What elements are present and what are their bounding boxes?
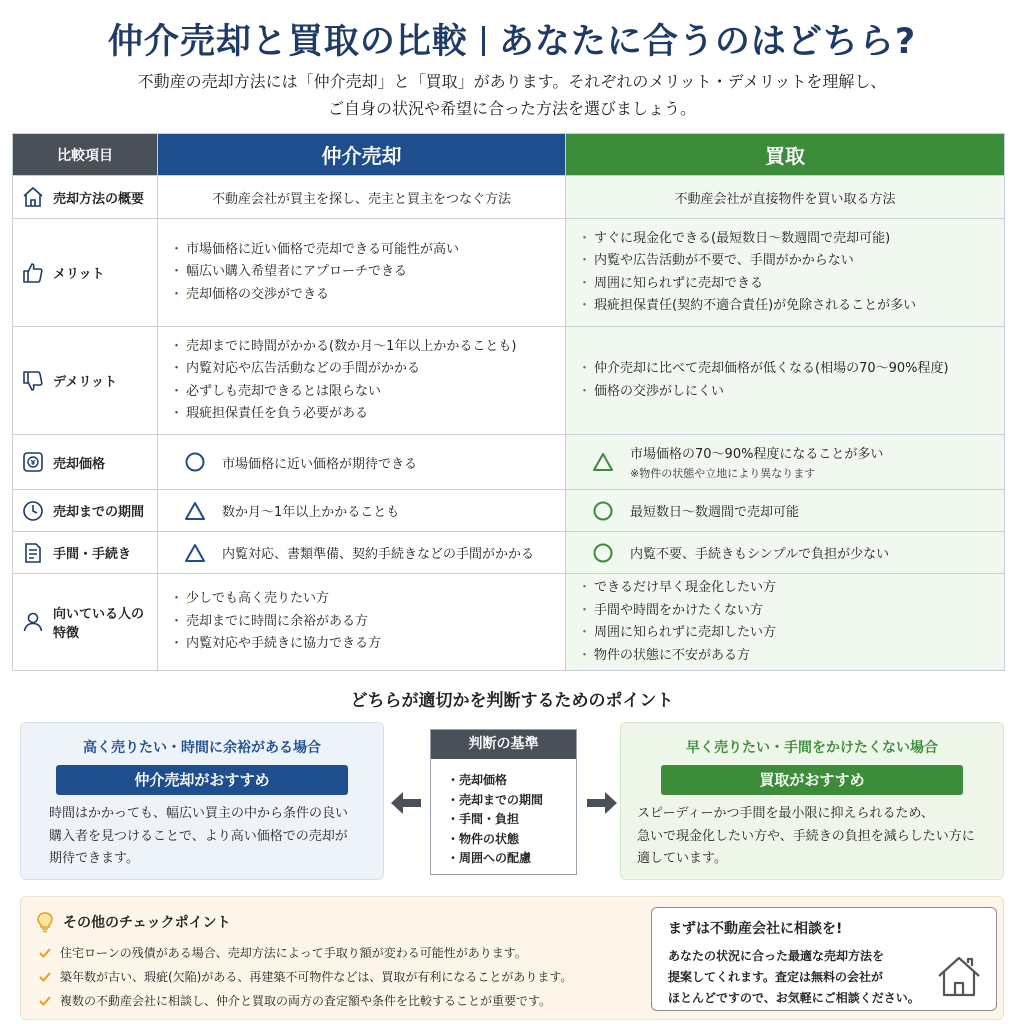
document-icon xyxy=(21,541,45,565)
merit-buy-list xyxy=(566,228,1004,318)
merit-broker-list xyxy=(158,239,565,307)
circle-mark-icon xyxy=(592,542,614,564)
buy-case-heading: 早く売りたい・手間をかけたくない場合 xyxy=(686,740,938,756)
consult-title: まずは不動産会社に相談を! xyxy=(668,921,843,937)
points-title: どちらが適切かを判断するためのポイント xyxy=(350,691,674,711)
broker-case-heading: 高く売りたい・時間に余裕がある場合 xyxy=(83,740,321,756)
text-line: 時間はかかっても、幅広い買主の中から条件の良い xyxy=(49,806,349,821)
thumbs-down-icon xyxy=(21,369,45,393)
criteria-box xyxy=(430,729,577,875)
list-item: ・ 内覧対応や手続きに協力できる方 xyxy=(174,633,565,656)
row-label-effort: 手間・手続き xyxy=(53,547,132,562)
price-buy: 市場価格の70〜90%程度になることが多い xyxy=(630,447,884,462)
table-header-row xyxy=(13,134,1005,176)
list-item: ・ 瑕疵担保責任(契約不適合責任)が免除されることが多い xyxy=(582,295,1004,318)
list-item: ・周囲への配慮 xyxy=(447,851,532,865)
buy-recommend-text xyxy=(621,795,1003,871)
person-icon xyxy=(21,610,45,634)
row-label-merit: メリット xyxy=(53,267,105,282)
criteria-heading: 判断の基準 xyxy=(431,730,576,759)
list-item: ・ 売却価格の交渉ができる xyxy=(174,284,565,307)
thumbs-up-icon xyxy=(21,261,45,285)
list-item: ・ 物件の状態に不安がある方 xyxy=(582,645,1004,668)
row-label-suited-2: 特徴 xyxy=(53,626,80,641)
table-row-price xyxy=(13,435,1005,490)
check-icon xyxy=(39,995,51,1007)
circle-mark-icon xyxy=(592,500,614,522)
circle-mark-icon xyxy=(184,451,206,473)
house-icon xyxy=(21,185,45,209)
page-title xyxy=(0,14,1024,64)
comparison-table xyxy=(12,133,1005,671)
lightbulb-icon xyxy=(35,911,55,933)
effort-buy: 内覧不要、手続きもシンプルで負担が少ない xyxy=(630,547,890,562)
list-item: ・ 市場価格に近い価格で売却できる可能性が高い xyxy=(174,239,565,262)
broker-recommend-badge: 仲介売却がおすすめ xyxy=(56,765,348,795)
broker-recommend-text xyxy=(21,795,383,871)
header-buy: 買取 xyxy=(566,134,1005,176)
consult-box xyxy=(651,907,997,1011)
text-line: 提案してくれます。査定は無料の会社が xyxy=(668,970,884,984)
criteria-list xyxy=(431,759,576,869)
period-broker: 数か月〜1年以上かかることも xyxy=(222,505,400,520)
broker-recommend-box xyxy=(20,722,384,880)
list-item: ・ 少しでも高く売りたい方 xyxy=(174,588,565,611)
list-item xyxy=(39,989,572,1013)
arrow-left-icon xyxy=(389,790,423,816)
list-item: ・ 必ずしも売却できるとは限らない xyxy=(174,381,565,404)
list-item: ・ 売却までに時間に余裕がある方 xyxy=(174,611,565,634)
checkpoint-text: 住宅ローンの残債がある場合、売却方法によって手取り額が変わる可能性があります。 xyxy=(60,946,527,960)
text-line: 急いで現金化したい方や、手続きの負担を減らしたい方に xyxy=(637,828,975,844)
price-buy-note: ※物件の状態や立地により異なります xyxy=(630,467,816,480)
checkpoints-panel xyxy=(20,896,1004,1020)
buy-recommend-box xyxy=(620,722,1004,880)
subtitle-line-1: 不動産の売却方法には「仲介売却」と「買取」があります。それぞれのメリット・デメリットを理解し、 xyxy=(137,72,887,91)
effort-broker: 内覧対応、書類準備、契約手続きなどの手間がかかる xyxy=(222,547,535,562)
demerit-buy-list xyxy=(566,358,1004,403)
buy-recommend-badge: 買取がおすすめ xyxy=(661,765,963,795)
triangle-mark-icon xyxy=(184,500,206,522)
header-item: 比較項目 xyxy=(13,134,158,176)
list-item: ・ できるだけ早く現金化したい方 xyxy=(582,577,1004,600)
list-item: ・ 幅広い購入希望者にアプローチできる xyxy=(174,261,565,284)
list-item: ・売却価格 xyxy=(447,773,508,787)
text-line: 適しています。 xyxy=(637,851,727,866)
table-row-demerit xyxy=(13,327,1005,435)
list-item: ・手間・負担 xyxy=(447,812,520,826)
clock-icon xyxy=(21,499,45,523)
checkpoints-title: その他のチェックポイント xyxy=(63,915,231,931)
title-right: あなたに合うのはどちら? xyxy=(498,22,917,62)
row-label-period: 売却までの期間 xyxy=(53,505,145,520)
house-icon xyxy=(936,954,982,998)
list-item: ・ 内覧や広告活動が不要で、手間がかからない xyxy=(582,250,1004,273)
page-subtitle xyxy=(40,68,984,122)
list-item: ・ すぐに現金化できる(最短数日〜数週間で売却可能) xyxy=(582,228,1004,251)
list-item: ・売却までの期間 xyxy=(447,792,544,807)
text-line: スピーディーかつ手間を最小限に抑えられるため、 xyxy=(637,806,934,821)
list-item: ・ 周囲に知られずに売却できる xyxy=(582,273,1004,296)
demerit-broker-list xyxy=(158,336,565,426)
list-item: ・ 価格の交渉がしにくい xyxy=(582,381,1004,404)
checkpoints-list xyxy=(39,941,572,1013)
check-icon xyxy=(39,947,51,959)
title-left: 仲介売却と買取の比較 xyxy=(107,22,468,62)
list-item: ・ 内覧対応や広告活動などの手間がかかる xyxy=(174,358,565,381)
list-item: ・物件の状態 xyxy=(447,831,520,846)
suited-buy-list xyxy=(566,577,1004,667)
money-icon xyxy=(21,450,45,474)
overview-broker: 不動産会社が買主を探し、売主と買主をつなぐ方法 xyxy=(158,176,566,219)
list-item: ・ 仲介売却に比べて売却価格が低くなる(相場の70〜90%程度) xyxy=(582,358,1004,381)
list-item xyxy=(39,941,572,965)
text-line: ほとんどですので、お気軽にご相談ください。 xyxy=(668,991,920,1005)
text-line: 購入者を見つけることで、より高い価格での売却が xyxy=(49,828,348,844)
consult-body xyxy=(668,946,938,1009)
price-broker: 市場価格に近い価格が期待できる xyxy=(222,456,418,472)
list-item: ・ 周囲に知られずに売却したい方 xyxy=(582,622,1004,645)
list-item: ・ 売却までに時間がかかる(数か月〜1年以上かかることも) xyxy=(174,336,565,359)
text-line: 期待できます。 xyxy=(49,851,139,866)
period-buy: 最短数日〜数週間で売却可能 xyxy=(630,505,800,520)
table-row-merit xyxy=(13,219,1005,327)
text-line: あなたの状況に合った最適な売却方法を xyxy=(668,949,885,963)
title-divider xyxy=(482,26,485,56)
table-row-effort xyxy=(13,532,1005,574)
table-row-overview xyxy=(13,176,1005,219)
list-item: ・ 瑕疵担保責任を負う必要がある xyxy=(174,403,565,426)
checkpoint-text: 築年数が古い、瑕疵(欠陥)がある、再建築不可物件などは、買取が有利になることがあります。 xyxy=(60,970,573,984)
row-label-suited-1: 向いている人の xyxy=(53,607,145,622)
check-icon xyxy=(39,971,51,983)
subtitle-line-2: ご自身の状況や希望に合った方法を選びましょう。 xyxy=(327,99,696,118)
row-label-price: 売却価格 xyxy=(53,456,106,472)
table-row-period xyxy=(13,490,1005,532)
triangle-mark-icon xyxy=(184,542,206,564)
row-label-overview: 売却方法の概要 xyxy=(53,191,145,207)
row-label-demerit: デメリット xyxy=(53,375,117,390)
suited-broker-list xyxy=(158,588,565,656)
arrow-right-icon xyxy=(585,790,619,816)
triangle-mark-icon xyxy=(592,451,614,473)
checkpoint-text: 複数の不動産会社に相談し、仲介と買取の両方の査定額や条件を比較することが重要です。 xyxy=(60,994,552,1008)
table-row-suited xyxy=(13,574,1005,671)
list-item: ・ 手間や時間をかけたくない方 xyxy=(582,600,1004,623)
overview-buy: 不動産会社が直接物件を買い取る方法 xyxy=(566,176,1005,219)
header-broker: 仲介売却 xyxy=(158,134,566,176)
list-item xyxy=(39,965,572,989)
